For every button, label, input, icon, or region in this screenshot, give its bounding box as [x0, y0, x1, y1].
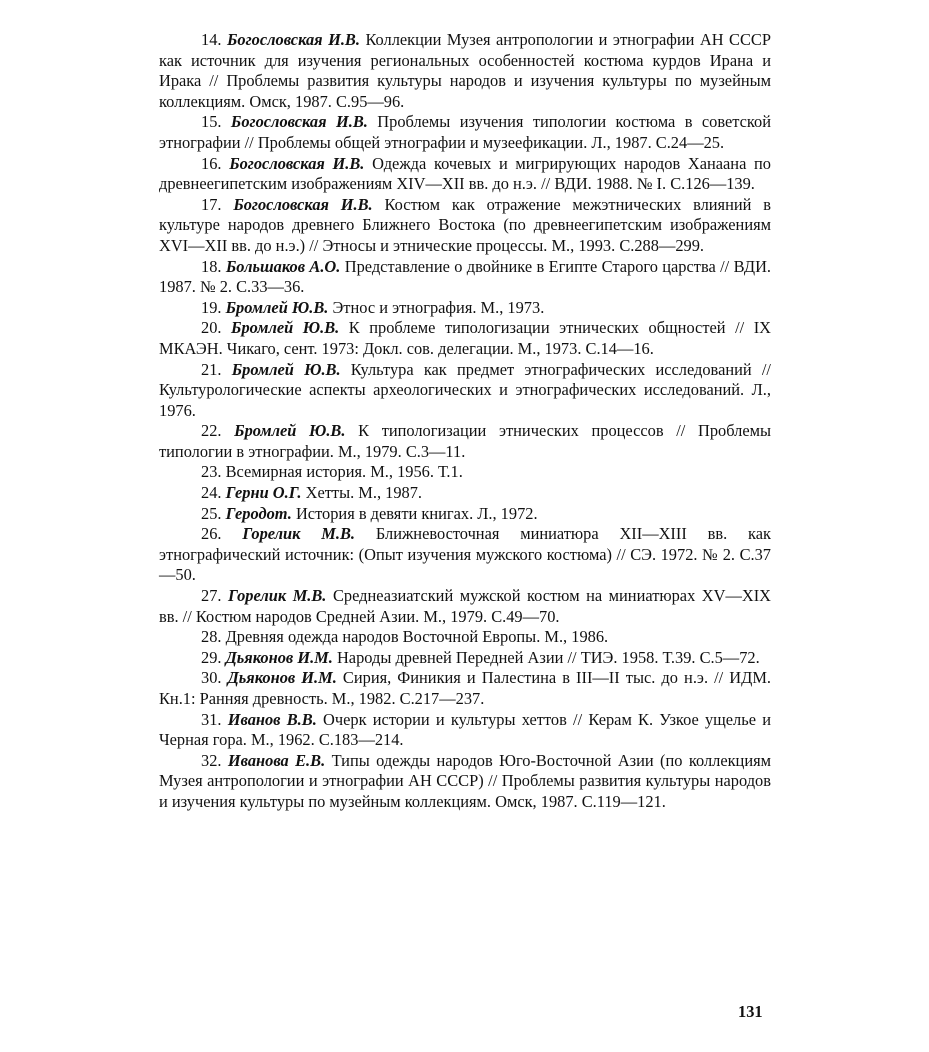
- reference-item: [159, 648, 771, 669]
- reference-number: 18.: [201, 256, 222, 276]
- reference-number: 21.: [201, 359, 222, 379]
- reference-number: 24.: [201, 483, 222, 503]
- reference-text: Ближневосточная миниатюра XII—XIII вв. как этнографический источник: (Опыт изучения мужского костюма) // СЭ. 1972. № 2. С.37—50.: [159, 524, 771, 585]
- reference-text: Среднеазиатский мужской костюм на миниатюрах XV—XIX вв. // Костюм народов Средней Азии. М., 1979. С.49—70.: [159, 586, 771, 626]
- reference-text: Типы одежды народов Юго-Восточной Азии (по коллекциям Музея антропологии и этнографии АН СССР) // Проблемы развития культуры народов и изучения культуры по музейным коллекциям. Омск, 1987. С.119—121.: [159, 750, 772, 811]
- reference-item: [159, 504, 771, 525]
- reference-number: 26.: [201, 524, 222, 544]
- reference-author: Горелик М.В.: [242, 524, 355, 544]
- reference-text: Сирия, Финикия и Палестина в III—II тыс. до н.э. // ИДМ. Кн.1: Ранняя древность. М., 1982. С.217—237.: [159, 668, 771, 708]
- reference-item: [159, 627, 771, 648]
- reference-author: Богословская И.В.: [230, 112, 368, 132]
- reference-author: Герни О.Г.: [225, 483, 302, 503]
- reference-item: [159, 154, 771, 195]
- reference-text: Хетты. М., 1987.: [305, 483, 423, 503]
- reference-author: Бромлей Ю.В.: [231, 318, 340, 338]
- reference-author: Геродот.: [225, 503, 292, 523]
- reference-number: 16.: [201, 153, 222, 173]
- page-number: 131: [738, 1002, 763, 1021]
- reference-number: 20.: [201, 318, 222, 338]
- reference-item: [159, 112, 771, 153]
- reference-number: 27.: [201, 586, 222, 606]
- reference-number: 28.: [201, 627, 222, 647]
- reference-text: Коллекции Музея антропологии и этнографии АН СССР как источник для изучения региональных особенностей костюма курдов Ирана и Ирака // Проблемы развития культуры народов и изучения культуры по музейным коллекциям. Омск, 1987. С.95—96.: [159, 30, 771, 111]
- reference-item: [159, 30, 771, 112]
- reference-author: Бромлей Ю.В.: [231, 359, 341, 379]
- reference-author: Иванова Е.В.: [227, 750, 326, 770]
- reference-item: [159, 483, 771, 504]
- reference-list: [159, 30, 771, 813]
- reference-text: Народы древней Передней Азии // ТИЭ. 1958. Т.39. С.5—72.: [336, 647, 760, 667]
- reference-text: История в девяти книгах. Л., 1972.: [295, 503, 538, 523]
- reference-item: [159, 257, 771, 298]
- reference-number: 25.: [201, 503, 222, 523]
- reference-text: Всемирная история. М., 1956. Т.1.: [225, 462, 463, 482]
- reference-number: 15.: [201, 112, 222, 132]
- reference-item: [159, 524, 771, 586]
- reference-item: [159, 586, 771, 627]
- reference-item: [159, 462, 771, 483]
- reference-item: [159, 195, 771, 257]
- reference-author: Большаков А.О.: [225, 256, 341, 276]
- reference-text: Одежда кочевых и мигрирующих народов Ханаана по древнеегипетским изображениям XIV—XII вв. до н.э. // ВДИ. 1988. № I. С.126—139.: [159, 153, 771, 194]
- reference-text: Этнос и этнография. М., 1973.: [332, 297, 545, 317]
- reference-author: Иванов В.В.: [227, 709, 317, 729]
- reference-number: 14.: [201, 30, 222, 49]
- reference-number: 19.: [201, 297, 222, 317]
- reference-item: [159, 298, 771, 319]
- reference-item: [159, 421, 771, 462]
- reference-item: [159, 318, 771, 359]
- reference-item: [159, 360, 771, 422]
- reference-text: Культура как предмет этнографических исследований // Культурологические аспекты археологических и этнографических исследований. Л., 1976.: [159, 359, 771, 420]
- reference-text: К типологизации этнических процессов // Проблемы типологии в этнографии. М., 1979. С.3—11.: [159, 421, 771, 461]
- reference-text: К проблеме типологизации этнических общностей // IX МКАЭН. Чикаго, сент. 1973: Докл. сов. делегации. М., 1973. С.14—16.: [159, 318, 772, 358]
- reference-number: 29.: [201, 647, 222, 667]
- reference-author: Бромлей Ю.В.: [225, 297, 329, 317]
- reference-item: [159, 710, 771, 751]
- reference-number: 23.: [201, 462, 222, 482]
- reference-number: 17.: [201, 194, 222, 214]
- reference-text: Проблемы изучения типологии костюма в советской этнографии // Проблемы общей этнографии и музеефикации. Л., 1987. С.24—25.: [159, 112, 771, 152]
- reference-author: Горелик М.В.: [228, 586, 327, 606]
- reference-text: Представление о двойнике в Египте Старого царства // ВДИ. 1987. № 2. С.33—36.: [159, 256, 771, 297]
- reference-number: 22.: [201, 421, 222, 441]
- reference-number: 32.: [201, 750, 222, 770]
- reference-text: Очерк истории и культуры хеттов // Керам К. Узкое ущелье и Черная гора. М., 1962. С.183—214.: [159, 709, 771, 750]
- reference-author: Дьяконов И.М.: [225, 647, 333, 667]
- reference-number: 30.: [201, 668, 222, 688]
- reference-item: [159, 668, 771, 709]
- reference-author: Богословская И.В.: [226, 30, 360, 49]
- reference-text: Древняя одежда народов Восточной Европы. М., 1986.: [225, 627, 609, 647]
- reference-author: Бромлей Ю.В.: [234, 421, 346, 441]
- reference-author: Богословская И.В.: [233, 194, 373, 214]
- reference-item: [159, 751, 771, 813]
- page-body: [159, 30, 771, 813]
- reference-author: Богословская И.В.: [229, 153, 365, 173]
- reference-number: 31.: [201, 709, 222, 729]
- reference-text: Костюм как отражение межэтнических влияний в культуре народов древнего Ближнего Востока (по древнеегипетским изображениям XVI—XII вв. до н.э.) // Этносы и этнические процессы. М., 1993. С.288—299.: [159, 194, 771, 255]
- reference-author: Дьяконов И.М.: [227, 668, 337, 688]
